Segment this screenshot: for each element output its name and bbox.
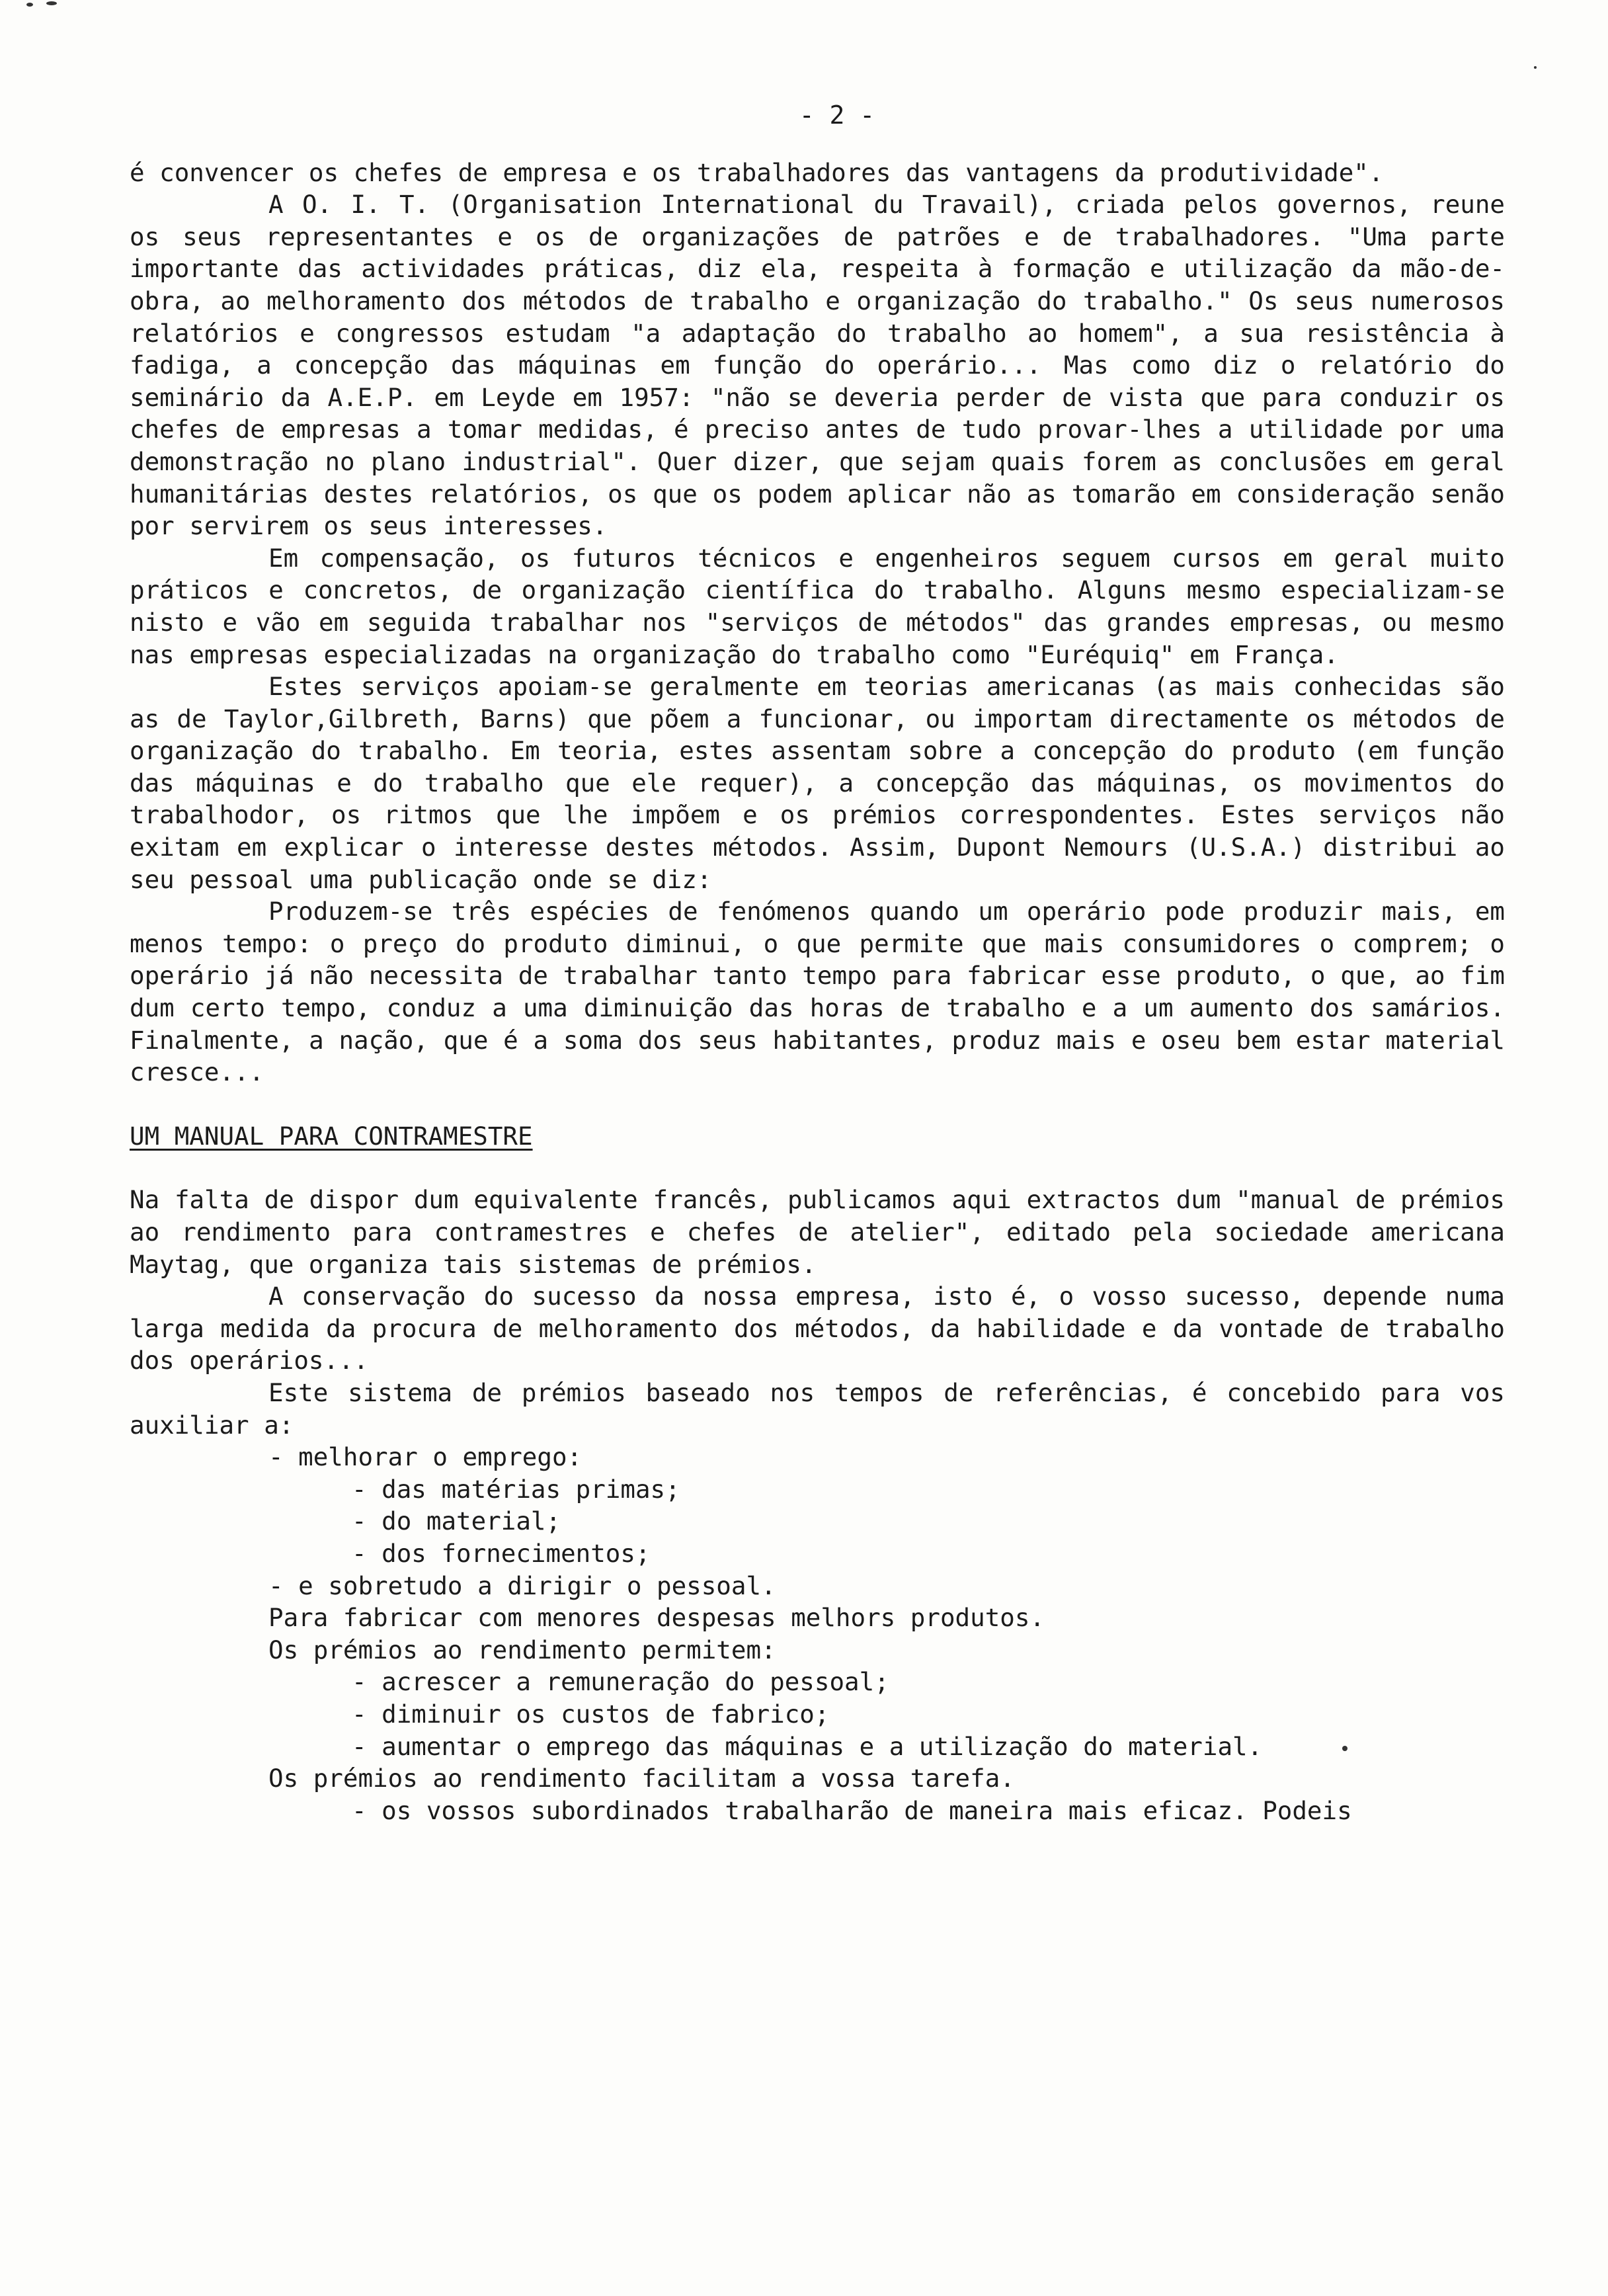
paragraph-3: Em compensação, os futuros técnicos e engenheiros seguem cursos em geral muito práticos e concretos, de organização científica do trabalho. Alguns mesmo especializam-se nisto e vão em seguida trabalhar nos "serviços de métodos" das grandes empresas, ou mesmo nas empresas especializadas na organização do trabalho como "Euréquiq" em França. (130, 543, 1505, 669)
list-line: - os vossos subordinados trabalharão de maneira mais eficaz. Podeis (352, 1795, 1352, 1825)
list-line: - acrescer a remuneração do pessoal; (352, 1667, 889, 1697)
list-line: Para fabricar com menores despesas melhors produtos. (268, 1603, 1045, 1633)
scan-speck (46, 1, 57, 5)
section-paragraph-2: A conservação do sucesso da nossa empresa, isto é, o vosso sucesso, depende numa larga medida da procura de melhoramento dos métodos, da habilidade e da vontade de trabalho dos operários... (130, 1282, 1505, 1375)
section-heading: UM MANUAL PARA CONTRAMESTRE (130, 1121, 533, 1151)
list-line: - das matérias primas; (352, 1474, 680, 1504)
list-line: - melhorar o emprego: (268, 1442, 583, 1472)
list-line: Os prémios ao rendimento facilitam a vossa tarefa. (268, 1764, 1015, 1793)
paragraph-2: A O. I. T. (Organisation International du Travail), criada pelos governos, reune os seus representantes e os de organizações de patrões e de trabalhadores. "Uma parte importante das actividades práticas, diz ela, respeita à formação e utilização da mão-de-obra, ao melhoramento dos métodos de trabalho e organização do trabalho." Os seus numerosos relatórios e congressos estudam "a adaptação do trabalho ao homem", a sua resistência à fadiga, a concepção das máquinas em função do operário... Mas como diz o relatório do seminário da A.E.P. em Leyde em 1957: "não se deveria perder de vista que para conduzir os chefes de empresas a tomar medidas, é preciso antes de tudo provar-lhes a utilidade por uma demonstração no plano industrial". Quer dizer, que sejam quais forem as conclusões em geral humanitárias destes relatórios, os que os podem aplicar não as tomarão em consideração senão por servirem os seus interesses. (130, 190, 1505, 541)
paragraph-4: Estes serviços apoiam-se geralmente em teorias americanas (as mais conhecidas são as de Taylor,Gilbreth, Barns) que põem a funcionar, ou importam directamente os métodos de organização do trabalho. Em teoria, estes assentam sobre a concepção do produto (em função das máquinas e do trabalho que ele requer), a concepção das máquinas, os movimentos do trabalhodor, os ritmos que lhe impõem e os prémios correspondentes. Estes serviços não exitam em explicar o interesse destes métodos. Assim, Dupont Nemours (U.S.A.) distribui ao seu pessoal uma publicação onde se diz: (130, 672, 1505, 894)
list-line: - dos fornecimentos; (352, 1538, 651, 1568)
document-body (130, 99, 1505, 1826)
scan-speck (26, 3, 33, 7)
section-paragraph-3: Este sistema de prémios baseado nos tempos de referências, é concebido para vos auxiliar a: (130, 1377, 1505, 1440)
list-line: - e sobretudo a dirigir o pessoal. (268, 1571, 776, 1600)
list-line: Os prémios ao rendimento permitem: (268, 1635, 776, 1664)
paragraph-5: Produzem-se três espécies de fenómenos quando um operário pode produzir mais, em menos tempo: o preço do produto diminui, o que permite que mais consumidores o comprem; o operário já não necessita de trabalhar tanto tempo para fabricar esse produto, o que, ao fim dum certo tempo, conduz a uma diminuição das horas de trabalho e a um aumento dos samários. Finalmente, a nação, que é a soma dos seus habitantes, produz mais e oseu bem estar material cresce... (130, 897, 1505, 1087)
bullet-list (130, 1441, 1505, 1826)
list-line: - diminuir os custos de fabrico; (352, 1699, 830, 1729)
scan-speck (1534, 66, 1537, 69)
list-line: - aumentar o emprego das máquinas e a utilização do material. (352, 1731, 1263, 1761)
paragraph-1: é convencer os chefes de empresa e os trabalhadores das vantagens da produtividade". (130, 157, 1384, 187)
list-line: - do material; (352, 1506, 561, 1536)
page-number: - 2 - (799, 101, 875, 130)
section-paragraph-1: Na falta de dispor dum equivalente francês, publicamos aqui extractos dum "manual de prémios ao rendimento para contramestres e chefes de atelier", editado pela sociedade americana Maytag, que organiza tais sistemas de prémios. (130, 1185, 1505, 1279)
